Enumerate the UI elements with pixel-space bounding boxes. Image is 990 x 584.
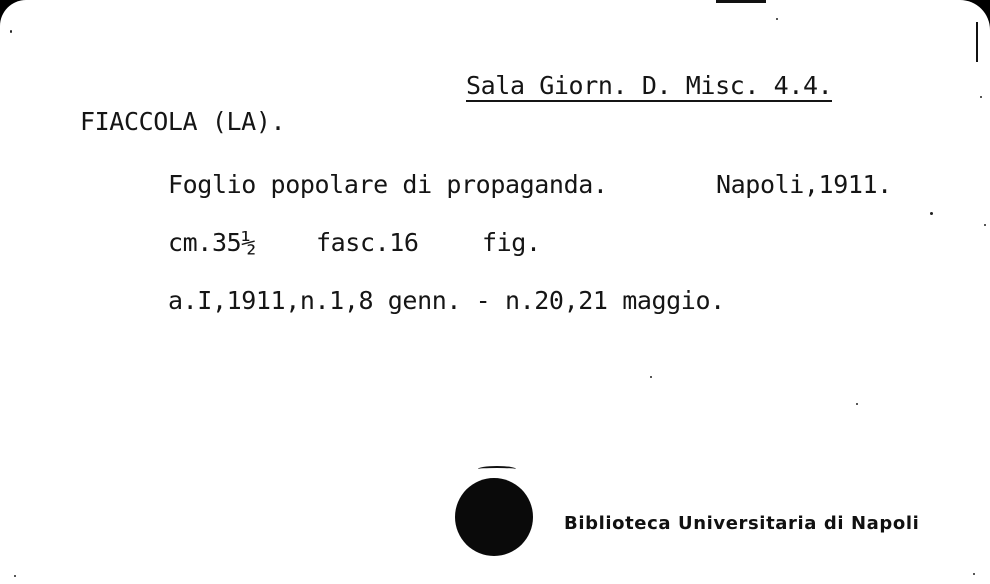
ink-speck	[980, 96, 982, 98]
shelfmark: Sala Giorn. D. Misc. 4.4.	[466, 71, 833, 100]
issues-range: a.I,1911,n.1,8 genn. - n.20,21 maggio.	[168, 286, 725, 315]
ink-speck	[973, 573, 975, 575]
fascicles-count: fasc.16	[316, 228, 419, 257]
card-edge-mark	[976, 22, 978, 62]
ink-speck	[984, 224, 986, 226]
entry-title: FIACCOLA (LA).	[80, 107, 286, 136]
ink-speck	[14, 575, 16, 577]
library-seal-icon	[455, 478, 533, 556]
ink-speck	[650, 376, 652, 378]
description: Foglio popolare di propaganda.	[168, 170, 608, 199]
figures-note: fig.	[482, 228, 541, 257]
place-date: Napoli,1911.	[716, 170, 892, 199]
ink-speck	[776, 18, 778, 20]
ink-speck	[930, 212, 933, 215]
ink-speck	[10, 30, 12, 33]
physical-size: cm.35½	[168, 228, 256, 257]
library-stamp: Biblioteca Universitaria di Napoli	[564, 513, 920, 534]
stamp-arc	[478, 466, 516, 472]
card-edge-mark	[716, 0, 766, 3]
ink-speck	[856, 403, 858, 405]
